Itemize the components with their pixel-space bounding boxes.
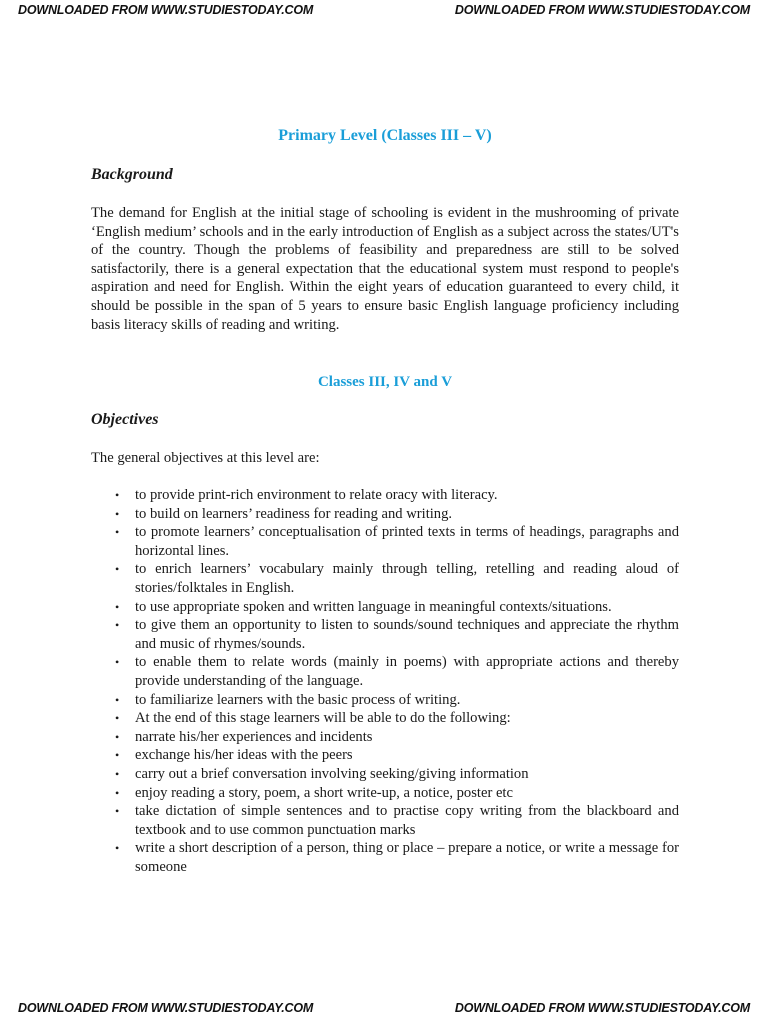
objective-list-item — [91, 802, 679, 839]
objective-list-item — [91, 616, 679, 653]
objective-text: to enable them to relate words (mainly in poems) with appropriate actions and thereby provide understanding of the language. — [135, 654, 679, 689]
bullet-icon: • — [115, 655, 120, 670]
objective-list-item — [91, 486, 679, 505]
objective-text: write a short description of a person, thing or place – prepare a notice, or write a message for someone — [135, 840, 679, 875]
objective-list-item — [91, 691, 679, 710]
objective-text: enjoy reading a story, poem, a short write-up, a notice, poster etc — [135, 784, 513, 801]
objective-list-item — [91, 784, 679, 803]
objective-list-item — [91, 728, 679, 747]
objectives-list — [91, 486, 679, 876]
objective-list-item — [91, 765, 679, 784]
bullet-icon: • — [115, 729, 120, 744]
objective-text: exchange his/her ideas with the peers — [135, 747, 353, 764]
background-paragraph: The demand for English at the initial stage of schooling is evident in the mushrooming of private ‘English medium’ schools and in the early introduction of English as a subject across the states/UT's of the country. Though the problems of feasibility and preparedness are still to be solved satisfactorily, there is a general expectation that the educational system must respond to people's aspiration and need for English. Within the eight years of education guaranteed to every child, it should be possible in the span of 5 years to ensure basic English language proficiency including basis literacy skills of reading and writing. — [91, 205, 679, 333]
bullet-icon: • — [115, 488, 120, 502]
watermark-bottom-left: DOWNLOADED FROM WWW.STUDIESTODAY.COM — [18, 1001, 314, 1015]
bullet-icon: • — [115, 692, 120, 707]
background-heading: Background — [91, 166, 173, 183]
objective-text: to use appropriate spoken and written language in meaningful contexts/situations. — [135, 598, 612, 615]
objective-text: to build on learners’ readiness for reading and writing. — [135, 505, 453, 522]
bullet-icon: • — [115, 804, 120, 819]
objective-list-item — [91, 523, 679, 560]
objective-list-item — [91, 709, 679, 728]
bullet-icon: • — [115, 618, 120, 633]
objective-text: narrate his/her experiences and incidents — [135, 728, 373, 745]
objective-text: take dictation of simple sentences and to practise copy writing from the blackboard and textbook and to use common punctuation marks — [135, 803, 679, 838]
bullet-icon: • — [115, 525, 120, 540]
objective-list-item — [91, 746, 679, 765]
watermark-top-right: DOWNLOADED FROM WWW.STUDIESTODAY.COM — [454, 3, 750, 17]
objective-list-item — [91, 598, 679, 617]
objective-list-item — [91, 505, 679, 524]
bullet-icon: • — [115, 506, 120, 521]
bullet-icon: • — [115, 766, 120, 781]
objective-text: carry out a brief conversation involving seeking/giving information — [135, 765, 529, 782]
bullet-icon: • — [115, 711, 120, 726]
objectives-heading: Objectives — [91, 411, 159, 428]
objective-text: to give them an opportunity to listen to sounds/sound techniques and appreciate the rhythm and music of rhymes/sounds. — [135, 617, 679, 652]
watermark-top-left: DOWNLOADED FROM WWW.STUDIESTODAY.COM — [18, 3, 314, 17]
objective-list-item — [91, 560, 679, 597]
objective-text: to enrich learners’ vocabulary mainly through telling, retelling and reading aloud of stories/folktales in English. — [135, 561, 679, 596]
objectives-intro: The general objectives at this level are: — [91, 450, 320, 466]
objective-text: to provide print-rich environment to relate oracy with literacy. — [135, 487, 498, 503]
bullet-icon: • — [115, 785, 120, 800]
objective-text: to promote learners’ conceptualisation of printed texts in terms of headings, paragraphs and horizontal lines. — [135, 524, 679, 559]
objective-list-item — [91, 653, 679, 690]
bullet-icon: • — [115, 841, 120, 856]
bullet-icon: • — [115, 562, 120, 577]
watermark-bottom-right: DOWNLOADED FROM WWW.STUDIESTODAY.COM — [454, 1001, 750, 1015]
objective-text: to familiarize learners with the basic process of writing. — [135, 691, 461, 708]
page-title: Primary Level (Classes III – V) — [278, 127, 492, 144]
objective-list-item — [91, 839, 679, 876]
classes-heading: Classes III, IV and V — [317, 374, 453, 390]
bullet-icon: • — [115, 748, 120, 763]
objective-text: At the end of this stage learners will be able to do the following: — [135, 710, 511, 727]
bullet-icon: • — [115, 599, 120, 614]
